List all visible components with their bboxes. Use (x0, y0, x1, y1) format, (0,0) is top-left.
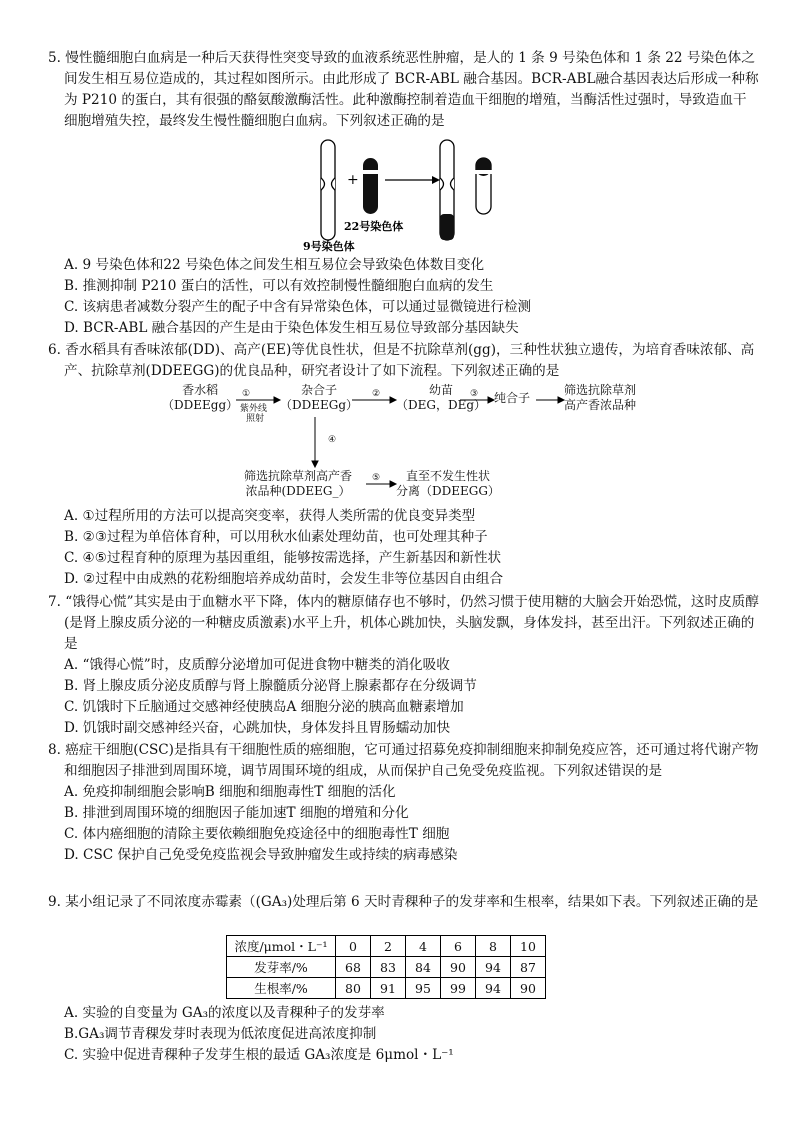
question-6-option-a[interactable]: A. ①过程所用的方法可以提高突变率，获得人类所需的优良变异类型 (64, 508, 476, 524)
question-5-stem: 5. 慢性髓细胞白血病是一种后天获得性突变导致的血液系统恶性肿瘤，是人的 1 条 9 号染色体和 1 条 22 号染色体之间发生相互易位造成的，其过程如图所示。由此形成了 BCR-ABL 融合基因。BCR-ABL融合基因表达后形成一种称为 P210 的蛋白，其有很强的酪氨酸激酶活性。此种激酶控制着造血干细胞的增殖，当酶活性过强时，导致造血干细胞增殖失控，最终发生慢性髓细胞白血病。下列叙述正确的是 (48, 50, 759, 129)
step-5-label: ⑤ (372, 473, 381, 483)
table-cell: 90 (441, 957, 476, 978)
question-9-option-a[interactable]: A. 实验的自变量为 GA₃的浓度以及青稞种子的发芽率 (64, 1005, 385, 1021)
table-col: 6 (441, 936, 476, 957)
flow-node-text: 杂合子 (301, 383, 338, 397)
question-7-option-d[interactable]: D. 饥饿时副交感神经兴奋，心跳加快，身体发抖且胃肠蠕动加快 (64, 720, 451, 736)
flow-node-genotype: （DDEEGg） (280, 398, 359, 412)
table-row-label: 生根率/% (227, 978, 336, 999)
question-8-option-c[interactable]: C. 体内癌细胞的清除主要依赖细胞免疫途径中的细胞毒性T 细胞 (64, 826, 450, 842)
table-cell: 94 (476, 957, 511, 978)
ga3-results-table (226, 935, 546, 999)
table-col: 2 (371, 936, 406, 957)
flow-node-genotype: 分离（DDEEGG） (396, 484, 500, 498)
step-1-method-2: 照射 (246, 414, 265, 424)
question-7-option-a[interactable]: A. “饿得心慌”时，皮质醇分泌增加可促进食物中糖类的消化吸收 (64, 657, 450, 673)
question-6-option-d[interactable]: D. ②过程中由成熟的花粉细胞培养成幼苗时，会发生非等位基因自由组合 (64, 571, 504, 587)
flowchart-arrows (160, 383, 660, 503)
flow-node-text: 筛选抗除草剂高产香 (244, 469, 353, 483)
flow-node-text-2: 高产香浓品种 (564, 398, 637, 412)
table-col: 8 (476, 936, 511, 957)
table-cell: 84 (406, 957, 441, 978)
question-5-option-b[interactable]: B. 推测抑制 P210 蛋白的活性，可以有效控制慢性髓细胞白血病的发生 (64, 278, 494, 294)
flow-node-text: 幼苗 (429, 383, 454, 397)
table-cell: 99 (441, 978, 476, 999)
question-8-option-b[interactable]: B. 排泄到周围环境的细胞因子能加速T 细胞的增殖和分化 (64, 805, 409, 821)
arrow (385, 176, 440, 184)
flow-node-genotype: （DEG，DEg） (396, 398, 487, 412)
flow-node-text: 筛选抗除草剂 (564, 383, 637, 397)
question-5-option-a[interactable]: A. 9 号染色体和22 号染色体之间发生相互易位会导致染色体数目变化 (64, 257, 485, 273)
table-cell: 68 (336, 957, 371, 978)
question-6-option-c[interactable]: C. ④⑤过程育种的原理为基因重组，能够按需选择，产生新基因和新性状 (64, 550, 502, 566)
table-cell: 91 (371, 978, 406, 999)
plus-sign: + (347, 172, 359, 188)
question-5-options (48, 255, 760, 339)
step-1-label: ① (242, 389, 251, 399)
question-7 (48, 592, 760, 739)
chromosome-9-original (321, 140, 335, 240)
question-9 (48, 892, 760, 913)
question-5-option-c[interactable]: C. 该病患者减数分裂产生的配子中含有异常染色体，可以通过显微镜进行检测 (64, 299, 532, 315)
question-8-option-d[interactable]: D. CSC 保护自己免受免疫监视会导致肿瘤发生或持续的病毒感染 (64, 847, 458, 863)
table-cell: 95 (406, 978, 441, 999)
table-col: 4 (406, 936, 441, 957)
table-row-label: 发芽率/% (227, 957, 336, 978)
step-4-label: ④ (328, 435, 337, 445)
flow-node-genotype: 浓品种(DDEEG_） (245, 484, 351, 498)
breeding-flowchart (160, 383, 660, 503)
table-cell: 80 (336, 978, 371, 999)
step-2-label: ② (372, 389, 381, 399)
step-1-method: 紫外线 (240, 404, 268, 414)
question-8 (48, 740, 760, 866)
question-7-stem: 7. “饿得心慌”其实是由于血糖水平下降，体内的糖原储存也不够时，仍然习惯于使用糖的大脑会开始恐慌，这时皮质醇(是肾上腺皮质分泌的一种糖皮质激素)水平上升，机体心跳加快，头脑发飘，身体发抖，甚至出汗。下列叙述正确的是 (48, 594, 759, 652)
chromosome-translocation-figure (300, 134, 530, 254)
question-8-stem: 8. 癌症干细胞(CSC)是指具有干细胞性质的癌细胞，它可通过招募免疫抑制细胞来抑制免疫应答，还可通过将代谢产物和细胞因子排泄到周围环境，调节周围环境的组成，从而保护自己免受免疫监视。下列叙述错误的是 (48, 742, 759, 779)
question-7-option-c[interactable]: C. 饥饿时下丘脑通过交感神经使胰岛A 细胞分泌的胰高血糖素增加 (64, 699, 464, 715)
question-9-option-c[interactable]: C. 实验中促进青稞种子发芽生根的最适 GA₃浓度是 6μmol・L⁻¹ (64, 1047, 454, 1063)
table-cell: 94 (476, 978, 511, 999)
question-6-stem: 6. 香水稻具有香味浓郁(DD)、高产(EE)等优良性状，但是不抗除草剂(gg)，三种性状独立遗传，为培育香味浓郁、高产、抗除草剂(DDEEGG)的优良品种，研究者设计了如下流程。下列叙述正确的是 (48, 342, 755, 379)
chromosome-22-derived (474, 158, 493, 214)
question-7-option-b[interactable]: B. 肾上腺皮质分泌皮质醇与肾上腺髓质分泌肾上腺素都存在分级调节 (64, 678, 477, 694)
table-header-row (227, 936, 546, 957)
table-header-concentration: 浓度/μmol・L⁻¹ (227, 936, 336, 957)
flow-node-genotype: （DDEEgg） (162, 398, 239, 412)
question-9-option-b[interactable]: B.GA₃调节青稞发芽时表现为低浓度促进高浓度抑制 (64, 1026, 377, 1042)
flow-node-homozygote: 纯合子 (494, 391, 531, 405)
flow-node-text: 香水稻 (182, 383, 219, 397)
table-cell: 90 (511, 978, 546, 999)
chromosome-22-original (361, 158, 380, 214)
table-col: 0 (336, 936, 371, 957)
label-chromosome-9: 9号染色体 (303, 240, 355, 253)
question-9-options (48, 1003, 760, 1066)
label-chromosome-22: 22号染色体 (344, 220, 404, 233)
question-6-option-b[interactable]: B. ②③过程为单倍体育种，可以用秋水仙素处理幼苗，也可处理其种子 (64, 529, 488, 545)
step-3-label: ③ (470, 389, 479, 399)
question-5-option-d[interactable]: D. BCR-ABL 融合基因的产生是由于染色体发生相互易位导致部分基因缺失 (64, 320, 519, 336)
table-col: 10 (511, 936, 546, 957)
table-row-rooting (227, 978, 546, 999)
question-8-option-a[interactable]: A. 免疫抑制细胞会影响B 细胞和细胞毒性T 细胞的活化 (64, 784, 396, 800)
question-5 (48, 48, 760, 132)
table-cell: 83 (371, 957, 406, 978)
chromosome-9-derived (440, 140, 454, 240)
question-6-options (48, 506, 760, 590)
question-6 (48, 340, 760, 382)
question-9-stem: 9. 某小组记录了不同浓度赤霉素（(GA₃)处理后第 6 天时青稞种子的发芽率和生根率，结果如下表。下列叙述正确的是 (48, 894, 759, 910)
table-row-germination (227, 957, 546, 978)
table-cell: 87 (511, 957, 546, 978)
flow-node-text: 直至不发生性状 (405, 469, 490, 483)
